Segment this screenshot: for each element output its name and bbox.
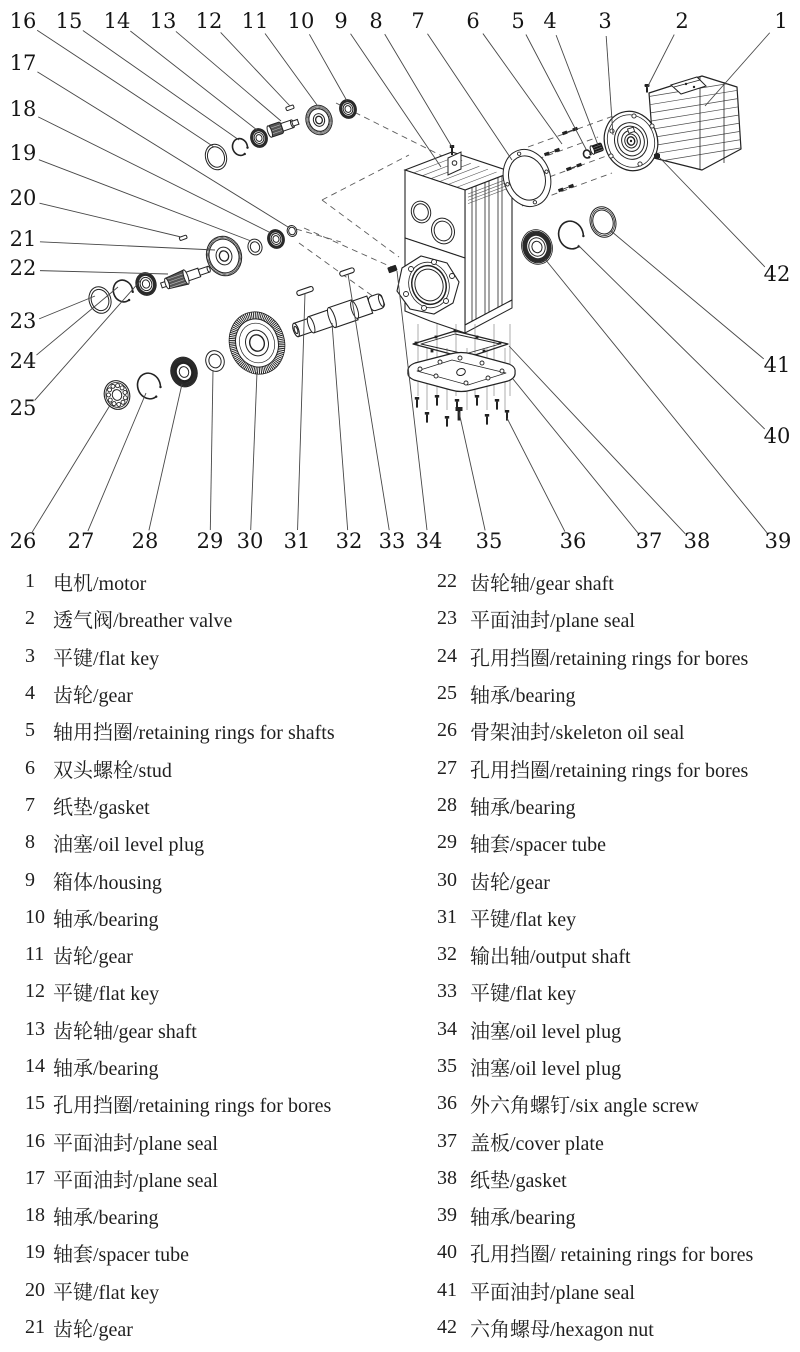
part-label: 齿轮/gear <box>53 685 133 708</box>
parts-list-item-26 <box>437 712 797 749</box>
part-bearing-39 <box>517 226 557 269</box>
callout-number-5: 5 <box>511 9 525 33</box>
part-gear-shaft-13 <box>266 116 300 138</box>
part-retaining-ring-24 <box>110 277 136 305</box>
callout-number-17: 17 <box>9 51 37 75</box>
parts-list-item-1 <box>25 563 415 600</box>
part-label: 油塞/oil level plug <box>470 1020 622 1043</box>
parts-list-item-34 <box>437 1011 797 1048</box>
part-number: 8 <box>25 831 35 854</box>
part-number: 28 <box>437 793 457 816</box>
callout-number-1: 1 <box>774 9 788 33</box>
parts-list-item-8 <box>25 824 415 861</box>
callout-number-27: 27 <box>67 529 95 553</box>
part-number: 5 <box>25 719 35 742</box>
part-number: 17 <box>25 1166 45 1189</box>
parts-list-item-23 <box>437 600 797 637</box>
part-label: 齿轮/gear <box>53 946 133 969</box>
part-bearing-28 <box>167 354 201 391</box>
parts-list-item-27 <box>437 749 797 786</box>
leader-line-24 <box>36 287 118 355</box>
callout-number-25: 25 <box>9 396 37 420</box>
parts-list-item-14 <box>25 1048 415 1085</box>
part-label: 轴承/bearing <box>53 908 159 931</box>
part-number: 12 <box>25 980 45 1003</box>
leader-line-15 <box>83 30 239 140</box>
callout-number-20: 20 <box>9 186 37 210</box>
parts-list-item-42 <box>437 1309 797 1346</box>
callout-number-12: 12 <box>195 9 223 33</box>
leader-line-11 <box>265 34 317 105</box>
parts-list-item-12 <box>25 973 415 1010</box>
callout-number-41: 41 <box>763 353 791 377</box>
part-number: 40 <box>437 1241 457 1264</box>
part-label: 透气阀/breather valve <box>53 610 233 633</box>
part-label: 齿轮/gear <box>470 871 550 894</box>
part-label: 骨架油封/skeleton oil seal <box>470 722 685 745</box>
part-label: 平键/flat key <box>470 908 577 931</box>
part-number: 37 <box>437 1129 457 1152</box>
part-number: 33 <box>437 980 457 1003</box>
leader-line-30 <box>251 372 257 530</box>
part-flat-key-20 <box>179 235 187 241</box>
part-label: 双头螺栓/stud <box>53 759 172 782</box>
part-retaining-ring-27 <box>134 370 164 402</box>
part-number: 11 <box>25 943 45 966</box>
part-number: 1 <box>25 570 35 593</box>
part-bearing-25 <box>133 270 159 298</box>
leader-line-22 <box>40 271 168 274</box>
parts-list-item-28 <box>437 787 797 824</box>
callout-number-38: 38 <box>683 529 711 553</box>
callout-number-2: 2 <box>675 9 689 33</box>
leader-line-6 <box>483 34 562 144</box>
part-number: 16 <box>25 1129 45 1152</box>
leader-line-28 <box>149 384 182 530</box>
parts-list-item-36 <box>437 1085 797 1122</box>
part-number: 18 <box>25 1204 45 1227</box>
part-label: 齿轮/gear <box>53 1319 133 1342</box>
parts-list-item-2 <box>25 600 415 637</box>
part-number: 14 <box>25 1055 45 1077</box>
callout-number-3: 3 <box>598 9 612 33</box>
parts-list-item-13 <box>25 1011 415 1048</box>
callout-number-24: 24 <box>9 349 37 373</box>
parts-list-item-19 <box>25 1234 415 1271</box>
part-cover-plate-37 <box>408 353 515 392</box>
callout-number-9: 9 <box>334 9 348 33</box>
leader-line-3 <box>606 36 613 135</box>
callout-number-21: 21 <box>9 227 37 251</box>
callout-number-32: 32 <box>335 529 363 553</box>
part-number: 10 <box>25 905 45 928</box>
part-retaining-ring-15 <box>230 136 250 158</box>
part-number: 26 <box>437 719 457 742</box>
part-number: 31 <box>437 905 457 928</box>
parts-list-item-6 <box>25 749 415 786</box>
part-number: 41 <box>437 1278 457 1301</box>
leader-line-32 <box>332 323 348 530</box>
part-number: 42 <box>437 1316 457 1339</box>
callout-number-14: 14 <box>103 9 131 33</box>
leader-line-37 <box>513 379 638 533</box>
parts-list-item-40 <box>437 1234 797 1271</box>
part-label: 油塞/oil level plug <box>470 1058 622 1080</box>
exploded-view-diagram <box>0 0 800 562</box>
part-label: 轴承/bearing <box>470 685 576 708</box>
leader-line-9 <box>351 34 441 167</box>
leader-line-2 <box>647 35 674 88</box>
parts-list-item-21 <box>25 1309 415 1346</box>
parts-list-item-5 <box>25 712 415 749</box>
parts-list-item-31 <box>437 899 797 936</box>
leader-line-14 <box>130 31 257 130</box>
part-label: 孔用挡圈/retaining rings for bores <box>470 647 749 670</box>
leader-line-35 <box>459 412 485 530</box>
part-number: 39 <box>437 1204 457 1227</box>
parts-list-item-32 <box>437 936 797 973</box>
part-number: 3 <box>25 644 35 667</box>
part-label: 油塞/oil level plug <box>53 834 205 857</box>
callout-number-26: 26 <box>9 529 37 553</box>
parts-list-item-16 <box>25 1122 415 1159</box>
part-label: 轴承/bearing <box>53 1207 159 1230</box>
callout-number-15: 15 <box>55 9 83 33</box>
leader-line-42 <box>660 158 765 267</box>
callout-number-40: 40 <box>763 424 791 448</box>
parts-list-right-column <box>437 563 797 1346</box>
leader-line-26 <box>32 402 112 532</box>
part-number: 29 <box>437 831 457 854</box>
leader-line-21 <box>40 242 215 250</box>
part-plane-seal-23 <box>86 284 115 316</box>
part-number: 35 <box>437 1055 457 1077</box>
part-flat-key-33 <box>339 267 355 276</box>
part-retaining-ring-40 <box>555 218 587 253</box>
part-label: 齿轮轴/gear shaft <box>53 1020 197 1043</box>
leader-line-10 <box>309 34 347 101</box>
part-motor <box>597 76 744 178</box>
parts-list-item-10 <box>25 899 415 936</box>
callout-number-18: 18 <box>9 97 37 121</box>
part-number: 19 <box>25 1241 45 1264</box>
part-number: 38 <box>437 1166 457 1189</box>
part-oil-level-plug-34 <box>387 265 398 274</box>
part-number: 15 <box>25 1092 45 1115</box>
parts-list-item-35 <box>437 1048 797 1085</box>
part-label: 平面油封/plane seal <box>470 1281 635 1304</box>
leader-line-40 <box>578 245 765 429</box>
part-number: 21 <box>25 1316 45 1339</box>
parts-list-item-39 <box>437 1197 797 1234</box>
part-label: 轴套/spacer tube <box>470 834 607 857</box>
part-label: 轴套/spacer tube <box>53 1244 190 1267</box>
part-label: 盖板/cover plate <box>470 1132 604 1155</box>
part-number: 7 <box>25 793 35 816</box>
leader-line-29 <box>210 370 213 530</box>
part-number: 20 <box>25 1278 45 1301</box>
part-label: 平键/flat key <box>53 647 160 670</box>
callout-number-39: 39 <box>764 529 792 553</box>
callout-number-10: 10 <box>287 9 315 33</box>
parts-list-item-25 <box>437 675 797 712</box>
parts-list-item-18 <box>25 1197 415 1234</box>
parts-list-item-41 <box>437 1272 797 1309</box>
part-label: 轴用挡圈/retaining rings for shafts <box>53 722 335 745</box>
parts-list-item-37 <box>437 1122 797 1159</box>
parts-list-item-7 <box>25 787 415 824</box>
part-plane-seal-16 <box>202 141 230 172</box>
callout-number-23: 23 <box>9 309 37 333</box>
part-gear-4 <box>589 142 604 155</box>
part-number: 30 <box>437 868 457 891</box>
part-number: 4 <box>25 682 35 705</box>
part-gear-30 <box>221 305 293 382</box>
part-label: 六角螺母/hexagon nut <box>470 1319 654 1342</box>
leader-line-39 <box>545 259 767 533</box>
part-number: 25 <box>437 682 457 705</box>
part-number: 23 <box>437 607 457 630</box>
part-bearing-10 <box>337 97 359 120</box>
part-gear-11 <box>302 102 336 139</box>
callout-number-34: 34 <box>415 529 443 553</box>
leader-line-18 <box>38 117 271 233</box>
callout-number-29: 29 <box>196 529 224 553</box>
leader-line-12 <box>221 32 290 106</box>
part-label: 平面油封/plane seal <box>53 1169 218 1192</box>
leader-line-38 <box>509 346 685 534</box>
part-label: 孔用挡圈/retaining rings for bores <box>470 759 749 782</box>
parts-list-item-22 <box>437 563 797 600</box>
part-label: 输出轴/output shaft <box>470 946 631 969</box>
callout-number-7: 7 <box>411 9 425 33</box>
parts-list-item-20 <box>25 1272 415 1309</box>
leader-line-20 <box>39 203 181 237</box>
callout-number-37: 37 <box>635 529 663 553</box>
leader-line-36 <box>507 418 565 532</box>
leader-line-23 <box>39 296 95 319</box>
parts-list-item-17 <box>25 1160 415 1197</box>
part-number: 22 <box>437 570 457 593</box>
part-bearing-14 <box>248 126 270 149</box>
leader-line-41 <box>611 231 764 359</box>
part-spacer-tube-29 <box>203 348 227 374</box>
callout-number-6: 6 <box>466 9 480 33</box>
callout-number-16: 16 <box>9 9 37 33</box>
part-number: 2 <box>25 607 35 630</box>
part-number: 13 <box>25 1017 45 1040</box>
part-number: 34 <box>437 1017 457 1040</box>
part-label: 箱体/housing <box>53 871 162 894</box>
part-label: 平面油封/plane seal <box>470 610 635 633</box>
part-housing <box>387 145 512 333</box>
part-label: 轴承/bearing <box>470 796 576 819</box>
parts-list-item-29 <box>437 824 797 861</box>
part-skeleton-oil-seal-26 <box>101 377 134 412</box>
parts-list-item-15 <box>25 1085 415 1122</box>
part-label: 纸垫/gasket <box>53 796 150 819</box>
callout-number-13: 13 <box>149 9 177 33</box>
callout-number-42: 42 <box>763 262 791 286</box>
leader-line-25 <box>35 280 141 400</box>
part-label: 电机/motor <box>53 573 147 596</box>
part-label: 平键/flat key <box>53 1281 160 1304</box>
part-plane-seal-41 <box>586 203 620 240</box>
part-label: 平面油封/plane seal <box>53 1132 218 1155</box>
part-label: 齿轮轴/gear shaft <box>470 573 614 596</box>
part-number: 27 <box>437 756 457 779</box>
parts-list-left-column <box>25 563 415 1346</box>
callout-number-30: 30 <box>236 529 264 553</box>
part-label: 孔用挡圈/ retaining rings for bores <box>470 1244 754 1267</box>
part-number: 24 <box>437 644 457 667</box>
callout-number-33: 33 <box>378 529 406 553</box>
part-label: 平键/flat key <box>53 983 160 1006</box>
callout-number-11: 11 <box>241 9 269 33</box>
parts-list-item-11 <box>25 936 415 973</box>
callout-number-36: 36 <box>559 529 587 553</box>
callout-number-19: 19 <box>9 141 37 165</box>
parts-list-item-24 <box>437 638 797 675</box>
part-label: 孔用挡圈/retaining rings for bores <box>53 1095 332 1118</box>
callout-number-4: 4 <box>543 9 557 33</box>
parts-list-item-9 <box>25 861 415 898</box>
callout-number-31: 31 <box>283 529 311 553</box>
part-number: 32 <box>437 943 457 966</box>
parts-list-item-30 <box>437 861 797 898</box>
parts-list-item-3 <box>25 638 415 675</box>
callout-number-8: 8 <box>369 9 383 33</box>
leader-line-7 <box>427 34 512 160</box>
parts-list-item-4 <box>25 675 415 712</box>
part-label: 外六角螺钉/six angle screw <box>470 1095 699 1118</box>
part-number: 6 <box>25 756 35 779</box>
part-label: 纸垫/gasket <box>470 1169 567 1192</box>
callout-number-35: 35 <box>475 529 503 553</box>
parts-list-item-33 <box>437 973 797 1010</box>
part-bearing-18 <box>265 227 287 250</box>
part-number: 9 <box>25 868 35 891</box>
part-label: 轴承/bearing <box>53 1058 159 1080</box>
part-gear-shaft-22 <box>159 262 212 293</box>
part-label: 平键/flat key <box>470 983 577 1006</box>
callout-number-22: 22 <box>9 256 37 280</box>
part-label: 轴承/bearing <box>470 1207 576 1230</box>
part-number: 36 <box>437 1092 457 1115</box>
leader-line-8 <box>385 34 452 147</box>
parts-list-item-38 <box>437 1160 797 1197</box>
leader-line-27 <box>88 393 146 531</box>
callout-number-28: 28 <box>131 529 159 553</box>
